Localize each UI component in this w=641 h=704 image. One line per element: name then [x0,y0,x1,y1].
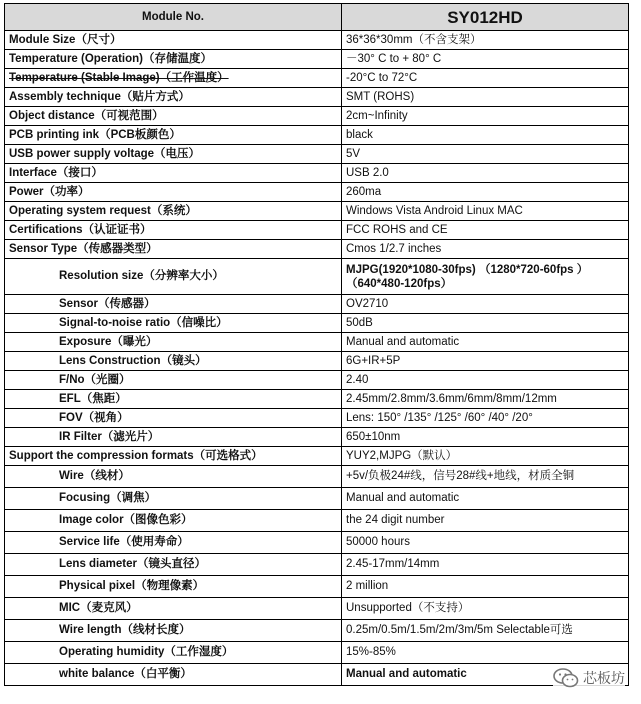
row-label: Sensor（传感器） [5,295,342,314]
row-value: USB 2.0 [342,164,629,183]
row-label: Resolution size（分辨率大小） [5,259,342,295]
table-row [5,390,629,409]
table-row [5,164,629,183]
table-row [5,664,629,686]
row-label: Lens Construction（镜头） [5,352,342,371]
row-value: 0.25m/0.5m/1.5m/2m/3m/5m Selectable可选 [342,620,629,642]
watermark [553,668,625,688]
table-row [5,240,629,259]
row-label: MIC（麦克风） [5,598,342,620]
row-value: MJPG(1920*1080-30fps) （1280*720-60fps ）（640*480-120fps） [342,259,629,295]
table-row [5,642,629,664]
table-row [5,598,629,620]
header-module-no: Module No. [5,4,342,31]
row-value: -20°C to 72°C [342,69,629,88]
table-header-row [5,4,629,31]
row-label: Temperature (Operation)（存储温度） [5,50,342,69]
row-label: Physical pixel（物理像素） [5,576,342,598]
row-label: Object distance（可视范围） [5,107,342,126]
table-row [5,554,629,576]
row-value: 2.45mm/2.8mm/3.6mm/6mm/8mm/12mm [342,390,629,409]
row-value: 260ma [342,183,629,202]
table-row [5,202,629,221]
table-row [5,576,629,598]
row-value: Lens: 150° /135° /125° /60° /40° /20° [342,409,629,428]
row-label: Focusing（调焦） [5,488,342,510]
row-value: Manual and automatic [342,333,629,352]
table-row [5,510,629,532]
row-label: Service life（使用寿命） [5,532,342,554]
row-value: 650±10nm [342,428,629,447]
row-value: 6G+IR+5P [342,352,629,371]
table-row [5,409,629,428]
row-label: F/No（光圈） [5,371,342,390]
row-label: PCB printing ink（PCB板颜色） [5,126,342,145]
row-value: Windows Vista Android Linux MAC [342,202,629,221]
row-label: Operating humidity（工作湿度） [5,642,342,664]
row-value: Cmos 1/2.7 inches [342,240,629,259]
table-row [5,50,629,69]
table-row [5,221,629,240]
row-value: 5V [342,145,629,164]
table-row [5,259,629,295]
row-value: SMT (ROHS) [342,88,629,107]
table-row [5,107,629,126]
spec-table [4,3,629,686]
row-label: Assembly technique（贴片方式） [5,88,342,107]
row-value: 36*36*30mm（不含支架） [342,31,629,50]
table-row [5,145,629,164]
row-label: Operating system request（系统） [5,202,342,221]
table-row [5,352,629,371]
row-label: Wire length（线材长度） [5,620,342,642]
row-value: FCC ROHS and CE [342,221,629,240]
table-row [5,69,629,88]
table-row [5,466,629,488]
row-label: Sensor Type（传感器类型） [5,240,342,259]
table-row [5,488,629,510]
table-row [5,333,629,352]
row-value: －30° C to + 80° C [342,50,629,69]
row-label: USB power supply voltage（电压） [5,145,342,164]
table-row [5,31,629,50]
row-value: YUY2,MJPG（默认） [342,447,629,466]
row-label: FOV（视角） [5,409,342,428]
watermark-text: 芯板坊 [583,670,625,686]
row-label: Module Size（尺寸） [5,31,342,50]
table-row [5,620,629,642]
row-value: the 24 digit number [342,510,629,532]
header-model-number: SY012HD [342,4,629,31]
row-label: Temperature (Stable Image)（工作温度） [5,69,342,88]
row-label: Signal-to-noise ratio（信噪比） [5,314,342,333]
table-row [5,183,629,202]
table-row [5,428,629,447]
row-label: IR Filter（滤光片） [5,428,342,447]
row-label: Exposure（曝光） [5,333,342,352]
table-row [5,447,629,466]
row-value: Unsupported（不支持） [342,598,629,620]
wechat-icon [553,668,579,688]
row-value: 2cm~Infinity [342,107,629,126]
row-label: Wire（线材） [5,466,342,488]
row-value: 2 million [342,576,629,598]
row-label: Interface（接口） [5,164,342,183]
table-row [5,371,629,390]
row-value: 2.45-17mm/14mm [342,554,629,576]
table-row [5,295,629,314]
row-label: Image color（图像色彩） [5,510,342,532]
row-value: Manual and automatic [342,664,629,686]
row-label: EFL（焦距） [5,390,342,409]
row-value: Manual and automatic [342,488,629,510]
row-label: Support the compression formats（可选格式） [5,447,342,466]
row-label: white balance（白平衡） [5,664,342,686]
row-value: 50dB [342,314,629,333]
table-row [5,532,629,554]
row-label: Certifications（认证证书） [5,221,342,240]
row-label: Power（功率） [5,183,342,202]
row-value: OV2710 [342,295,629,314]
table-row [5,88,629,107]
table-row [5,126,629,145]
row-value: 50000 hours [342,532,629,554]
row-label: Lens diameter（镜头直径） [5,554,342,576]
row-value: 15%-85% [342,642,629,664]
row-value: 2.40 [342,371,629,390]
row-value: black [342,126,629,145]
row-value: +5v/负极24#线，信号28#线+地线，材质全铜 [342,466,629,488]
table-row [5,314,629,333]
